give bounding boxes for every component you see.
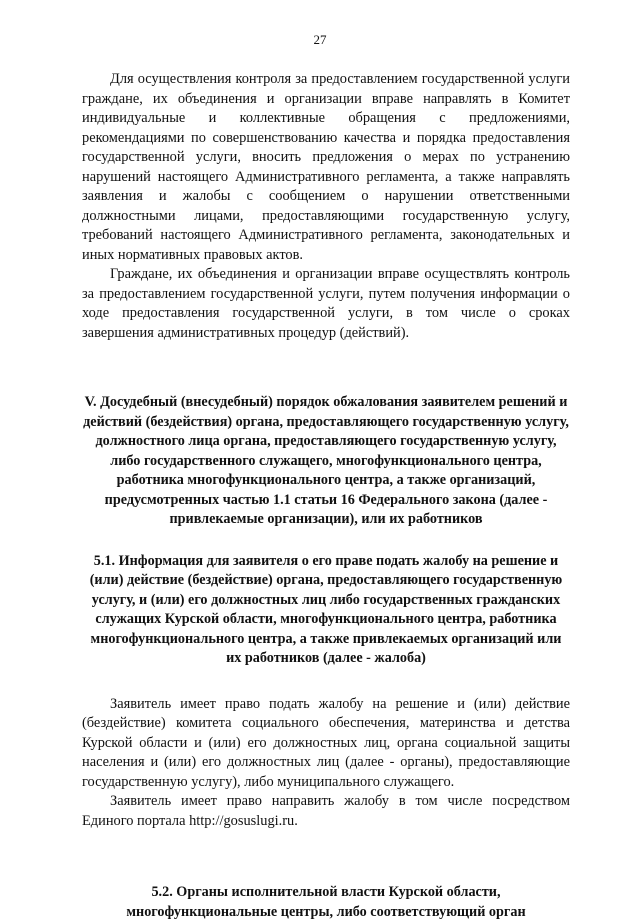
paragraph-complaint-right: Заявитель имеет право подать жалобу на решение и (или) действие (бездействие) комитета социального обеспечения, материнства и детства Курской области и (или) его должностных лиц, органа социальной защиты населения и (или) его должностных лиц (далее - органы), предоставляющие государственную услугу), либо муниципального служащего. xyxy=(82,695,570,790)
section-5-2-heading: 5.2. Органы исполнительной власти Курской области, многофункциональные центры, либо соответствующий орган xyxy=(126,884,526,920)
section-5-heading: V. Досудебный (внесудебный) порядок обжалования заявителем решений и действий (бездействия) органа, предоставляющего государственную услугу, должностного лица органа, предоставляющего государственную услугу, либо государственного служащего, многофункционального центра, работника многофункционального центра, а также организаций, предусмотренных частью 1.1 статьи 16 Федерального закона (далее - привлекаемые организации), или их работников xyxy=(83,394,569,527)
paragraph-citizen-control: Граждане, их объединения и организации вправе осуществлять контроль за предоставлением государственной услуги, путем получения информации о ходе предоставления государственной услуги, в том числе о сроках завершения административных процедур (действий). xyxy=(82,266,570,341)
page-number: 27 xyxy=(313,32,327,47)
section-5-1-heading: 5.1. Информация для заявителя о его праве подать жалобу на решение и (или) действие (бездействие) органа, предоставляющего государственную услугу, и (или) его должностных лиц либо государственных гражданских служащих Курской области, многофункционального центра, работника многофункционального центра, а также привлекаемых организаций или их работников (далее - жалоба) xyxy=(89,552,563,666)
document-body xyxy=(82,70,570,922)
paragraph-portal: Заявитель имеет право направить жалобу в том числе посредством Единого портала http://gosuslugi.ru. xyxy=(82,793,570,829)
paragraph-control-rights: Для осуществления контроля за предоставлением государственной услуги граждане, их объединения и организации вправе направлять в Комитет индивидуальные и коллективные обращения с предложениями, рекомендациями по совершенствованию качества и порядка предоставления государственной услуги, вносить предложения о мерах по устранению нарушений настоящего Административного регламента, а также направлять заявления и жалобы с сообщением о нарушении ответственными должностными лицами, предоставляющими государственную услугу, требований настоящего Административного регламента, законодательных и иных нормативных правовых актов. xyxy=(82,71,570,263)
